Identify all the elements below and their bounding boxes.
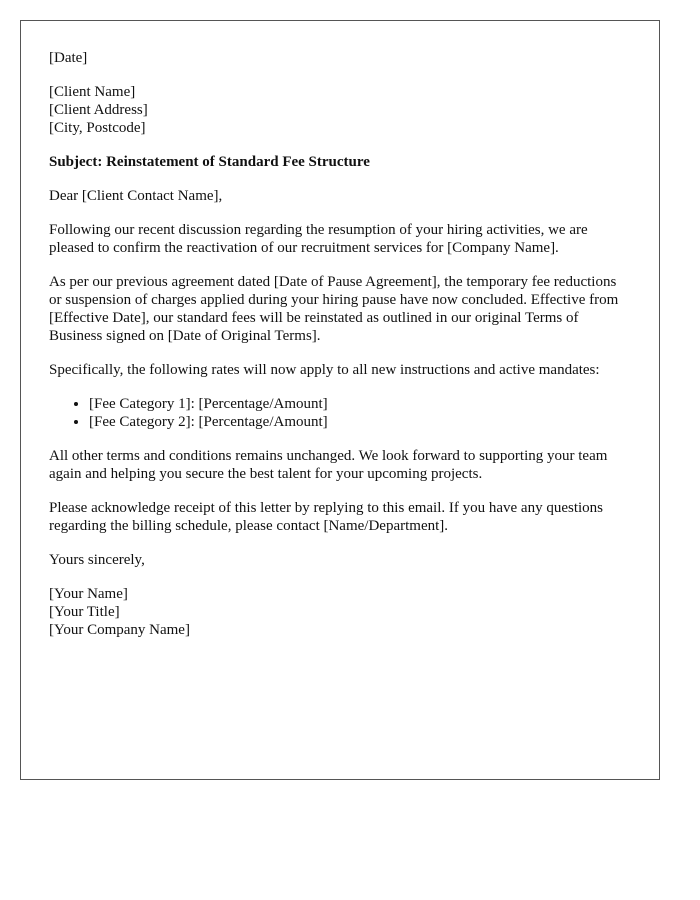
recipient-name: [Client Name]: [49, 84, 136, 100]
signature-block: [49, 585, 631, 639]
letter-page: [20, 20, 660, 780]
signature-company: [Your Company Name]: [49, 622, 190, 638]
recipient-block: [49, 83, 631, 137]
salutation: Dear [Client Contact Name],: [49, 188, 223, 204]
closing: Yours sincerely,: [49, 552, 145, 568]
letter-subject: Subject: Reinstatement of Standard Fee Structure: [49, 154, 370, 170]
paragraph-agreement: As per our previous agreement dated [Date of Pause Agreement], the temporary fee reductions or suspension of charges applied during your hiring pause have now concluded. Effective from [Effective Date], our standard fees will be reinstated as outlined in our original Terms of Business signed on [Date of Original Terms].: [49, 274, 619, 344]
paragraph-terms: All other terms and conditions remains unchanged. We look forward to supporting your team again and helping you secure the best talent for your upcoming projects.: [49, 448, 608, 482]
fee-item: • [Fee Category 2]: [Percentage/Amount]: [89, 413, 631, 431]
letter-date: [Date]: [49, 50, 88, 66]
fee-item: • [Fee Category 1]: [Percentage/Amount]: [89, 395, 631, 413]
paragraph-acknowledge: Please acknowledge receipt of this letter by replying to this email. If you have any questions regarding the billing schedule, please contact [Name/Department].: [49, 500, 604, 534]
fee-list: [49, 395, 631, 431]
paragraph-intro: Following our recent discussion regarding the resumption of your hiring activities, we are pleased to confirm the reactivation of our recruitment services for [Company Name].: [49, 222, 588, 256]
signature-name: [Your Name]: [49, 586, 128, 602]
signature-title: [Your Title]: [49, 604, 120, 620]
recipient-address: [Client Address]: [49, 102, 148, 118]
paragraph-rates: Specifically, the following rates will now apply to all new instructions and active mandates:: [49, 362, 600, 378]
recipient-city: [City, Postcode]: [49, 120, 146, 136]
